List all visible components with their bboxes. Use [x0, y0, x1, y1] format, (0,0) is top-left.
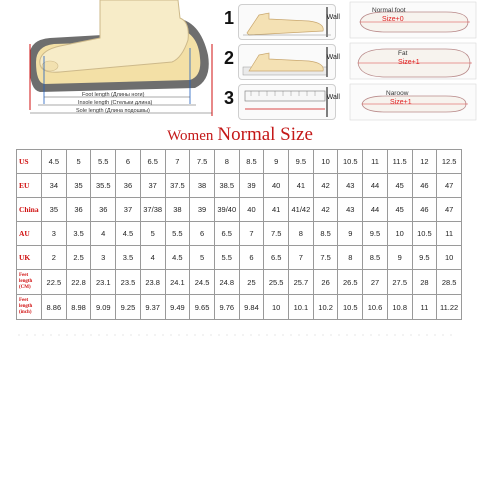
table-cell: 39 — [190, 198, 215, 222]
table-cell: 25 — [239, 270, 264, 295]
table-cell: 46 — [412, 174, 437, 198]
table-cell: 44 — [363, 198, 388, 222]
table-cell: 8 — [338, 246, 363, 270]
table-cell: 26 — [313, 270, 338, 295]
table-cell: 47 — [437, 174, 462, 198]
table-cell: 5 — [190, 246, 215, 270]
heading-normal-size: Normal Size — [217, 124, 313, 145]
foot-on-paper-icon — [239, 45, 335, 79]
table-cell: 10 — [313, 150, 338, 174]
width-size: Size+1 — [390, 99, 412, 106]
table-cell: 7.5 — [264, 222, 289, 246]
table-cell: 7 — [289, 246, 314, 270]
table-cell: 9.84 — [239, 295, 264, 320]
table-cell: 9.25 — [116, 295, 141, 320]
narrow-foot-icon — [346, 82, 480, 122]
table-cell: 10.6 — [363, 295, 388, 320]
table-cell: 34 — [42, 174, 67, 198]
width-name: Fat — [398, 50, 408, 57]
table-cell: 22.8 — [66, 270, 91, 295]
measuring-steps — [222, 0, 340, 122]
table-row — [17, 222, 462, 246]
size-chart-heading — [0, 124, 480, 146]
foot-length-label: Foot length (Длины ноги) — [82, 92, 145, 98]
table-cell: 37.5 — [165, 174, 190, 198]
table-cell: 6 — [116, 150, 141, 174]
table-cell: 5 — [66, 150, 91, 174]
table-cell: 40 — [239, 198, 264, 222]
table-cell: 38 — [165, 198, 190, 222]
table-cell: 7.5 — [313, 246, 338, 270]
table-cell: 44 — [363, 174, 388, 198]
table-cell: 2 — [42, 246, 67, 270]
step-number: 2 — [224, 48, 235, 68]
table-cell: 10 — [264, 295, 289, 320]
table-row — [17, 198, 462, 222]
table-cell: 24.1 — [165, 270, 190, 295]
table-cell: 10 — [437, 246, 462, 270]
table-cell: 27 — [363, 270, 388, 295]
size-table-body — [17, 150, 462, 320]
step-number: 1 — [224, 8, 235, 28]
table-cell: 4.5 — [42, 150, 67, 174]
dashed-divider — [18, 334, 458, 336]
table-cell: 9 — [387, 246, 412, 270]
row-label: AU — [17, 222, 42, 246]
table-cell: 8.86 — [42, 295, 67, 320]
table-cell: 10.1 — [289, 295, 314, 320]
table-cell: 35 — [42, 198, 67, 222]
table-cell: 9.76 — [214, 295, 239, 320]
table-cell: 11 — [437, 222, 462, 246]
table-cell: 9.5 — [412, 246, 437, 270]
step-number: 3 — [224, 88, 235, 108]
table-cell: 10.8 — [387, 295, 412, 320]
table-cell: 10.2 — [313, 295, 338, 320]
table-cell: 9 — [338, 222, 363, 246]
table-row — [17, 174, 462, 198]
row-label: EU — [17, 174, 42, 198]
size-table — [16, 149, 462, 320]
table-cell: 6.5 — [264, 246, 289, 270]
table-row — [17, 246, 462, 270]
width-name: Normal foot — [372, 7, 406, 14]
table-cell: 41 — [264, 198, 289, 222]
table-cell: 10 — [387, 222, 412, 246]
table-cell: 3 — [91, 246, 116, 270]
table-cell: 4 — [140, 246, 165, 270]
table-cell: 4.5 — [116, 222, 141, 246]
table-cell: 10.5 — [412, 222, 437, 246]
table-cell: 3 — [42, 222, 67, 246]
table-cell: 4 — [91, 222, 116, 246]
table-cell: 41/42 — [289, 198, 314, 222]
foot-width-guide — [346, 0, 480, 122]
step-illustration — [238, 44, 336, 80]
table-cell: 47 — [437, 198, 462, 222]
table-cell: 5 — [140, 222, 165, 246]
table-cell: 25.7 — [289, 270, 314, 295]
table-cell: 8.98 — [66, 295, 91, 320]
table-cell: 24.5 — [190, 270, 215, 295]
table-cell: 42 — [313, 174, 338, 198]
step-illustration — [238, 84, 336, 120]
width-fat — [346, 41, 480, 81]
table-cell: 36 — [116, 174, 141, 198]
table-cell: 5.5 — [165, 222, 190, 246]
width-normal — [346, 0, 480, 40]
width-narrow — [346, 82, 480, 122]
table-cell: 27.5 — [387, 270, 412, 295]
table-cell: 11.5 — [387, 150, 412, 174]
row-label: UK — [17, 246, 42, 270]
table-cell: 35.5 — [91, 174, 116, 198]
measure-step-3 — [222, 82, 340, 120]
table-cell: 6.5 — [140, 150, 165, 174]
ruler-icon — [239, 85, 335, 119]
table-cell: 10.5 — [338, 295, 363, 320]
table-cell: 26.5 — [338, 270, 363, 295]
table-cell: 6.5 — [214, 222, 239, 246]
table-cell: 43 — [338, 198, 363, 222]
table-cell: 36 — [91, 198, 116, 222]
table-cell: 8 — [214, 150, 239, 174]
table-cell: 40 — [264, 174, 289, 198]
width-size: Size+1 — [398, 59, 420, 66]
table-cell: 45 — [387, 174, 412, 198]
table-cell: 43 — [338, 174, 363, 198]
table-cell: 9.5 — [289, 150, 314, 174]
wall-label: Wall — [326, 94, 340, 101]
width-name: Naroow — [386, 90, 409, 97]
table-cell: 23.1 — [91, 270, 116, 295]
measurement-guide — [0, 0, 480, 122]
table-row — [17, 295, 462, 320]
table-cell: 12.5 — [437, 150, 462, 174]
table-cell: 7.5 — [190, 150, 215, 174]
table-cell: 28 — [412, 270, 437, 295]
table-cell: 5.5 — [214, 246, 239, 270]
foot-against-wall-icon — [239, 5, 335, 39]
table-cell: 8.5 — [313, 222, 338, 246]
table-cell: 5.5 — [91, 150, 116, 174]
table-cell: 23.5 — [116, 270, 141, 295]
table-cell: 37 — [116, 198, 141, 222]
table-cell: 35 — [66, 174, 91, 198]
table-cell: 7 — [239, 222, 264, 246]
heading-women: Women — [167, 128, 214, 144]
table-cell: 9.09 — [91, 295, 116, 320]
row-label: Feet length (inch) — [17, 295, 42, 320]
table-cell: 37 — [140, 174, 165, 198]
row-label: Feet length (CM) — [17, 270, 42, 295]
table-cell: 28.5 — [437, 270, 462, 295]
table-row — [17, 270, 462, 295]
foot-diagram — [0, 0, 222, 122]
table-cell: 25.5 — [264, 270, 289, 295]
normal-foot-icon — [346, 0, 480, 40]
table-cell: 7 — [165, 150, 190, 174]
table-cell: 8 — [289, 222, 314, 246]
measure-step-2 — [222, 42, 340, 80]
table-cell: 9.49 — [165, 295, 190, 320]
table-cell: 45 — [387, 198, 412, 222]
table-cell: 8.5 — [363, 246, 388, 270]
table-cell: 6 — [190, 222, 215, 246]
table-cell: 9.37 — [140, 295, 165, 320]
table-cell: 39/40 — [214, 198, 239, 222]
measure-step-1 — [222, 2, 340, 40]
table-cell: 4.5 — [165, 246, 190, 270]
table-cell: 46 — [412, 198, 437, 222]
table-cell: 23.8 — [140, 270, 165, 295]
table-cell: 9 — [264, 150, 289, 174]
table-cell: 11 — [412, 295, 437, 320]
table-cell: 38.5 — [214, 174, 239, 198]
table-cell: 11 — [363, 150, 388, 174]
table-cell: 41 — [289, 174, 314, 198]
width-size: Size+0 — [382, 16, 404, 23]
table-cell: 38 — [190, 174, 215, 198]
insole-length-label: Insole length (Стельки длина) — [78, 100, 153, 106]
table-cell: 24.8 — [214, 270, 239, 295]
row-label: China — [17, 198, 42, 222]
table-cell: 6 — [239, 246, 264, 270]
table-cell: 12 — [412, 150, 437, 174]
row-label: US — [17, 150, 42, 174]
table-cell: 3.5 — [116, 246, 141, 270]
table-row — [17, 150, 462, 174]
table-cell: 42 — [313, 198, 338, 222]
table-cell: 11.22 — [437, 295, 462, 320]
wall-label: Wall — [326, 14, 340, 21]
table-cell: 2.5 — [66, 246, 91, 270]
wall-label: Wall — [326, 54, 340, 61]
table-cell: 36 — [66, 198, 91, 222]
table-cell: 3.5 — [66, 222, 91, 246]
step-illustration — [238, 4, 336, 40]
table-cell: 9.65 — [190, 295, 215, 320]
table-cell: 22.5 — [42, 270, 67, 295]
table-cell: 39 — [239, 174, 264, 198]
table-cell: 9.5 — [363, 222, 388, 246]
sole-length-label: Sole length (Длина подошвы) — [76, 108, 150, 114]
table-cell: 37/38 — [140, 198, 165, 222]
table-cell: 8.5 — [239, 150, 264, 174]
table-cell: 10.5 — [338, 150, 363, 174]
